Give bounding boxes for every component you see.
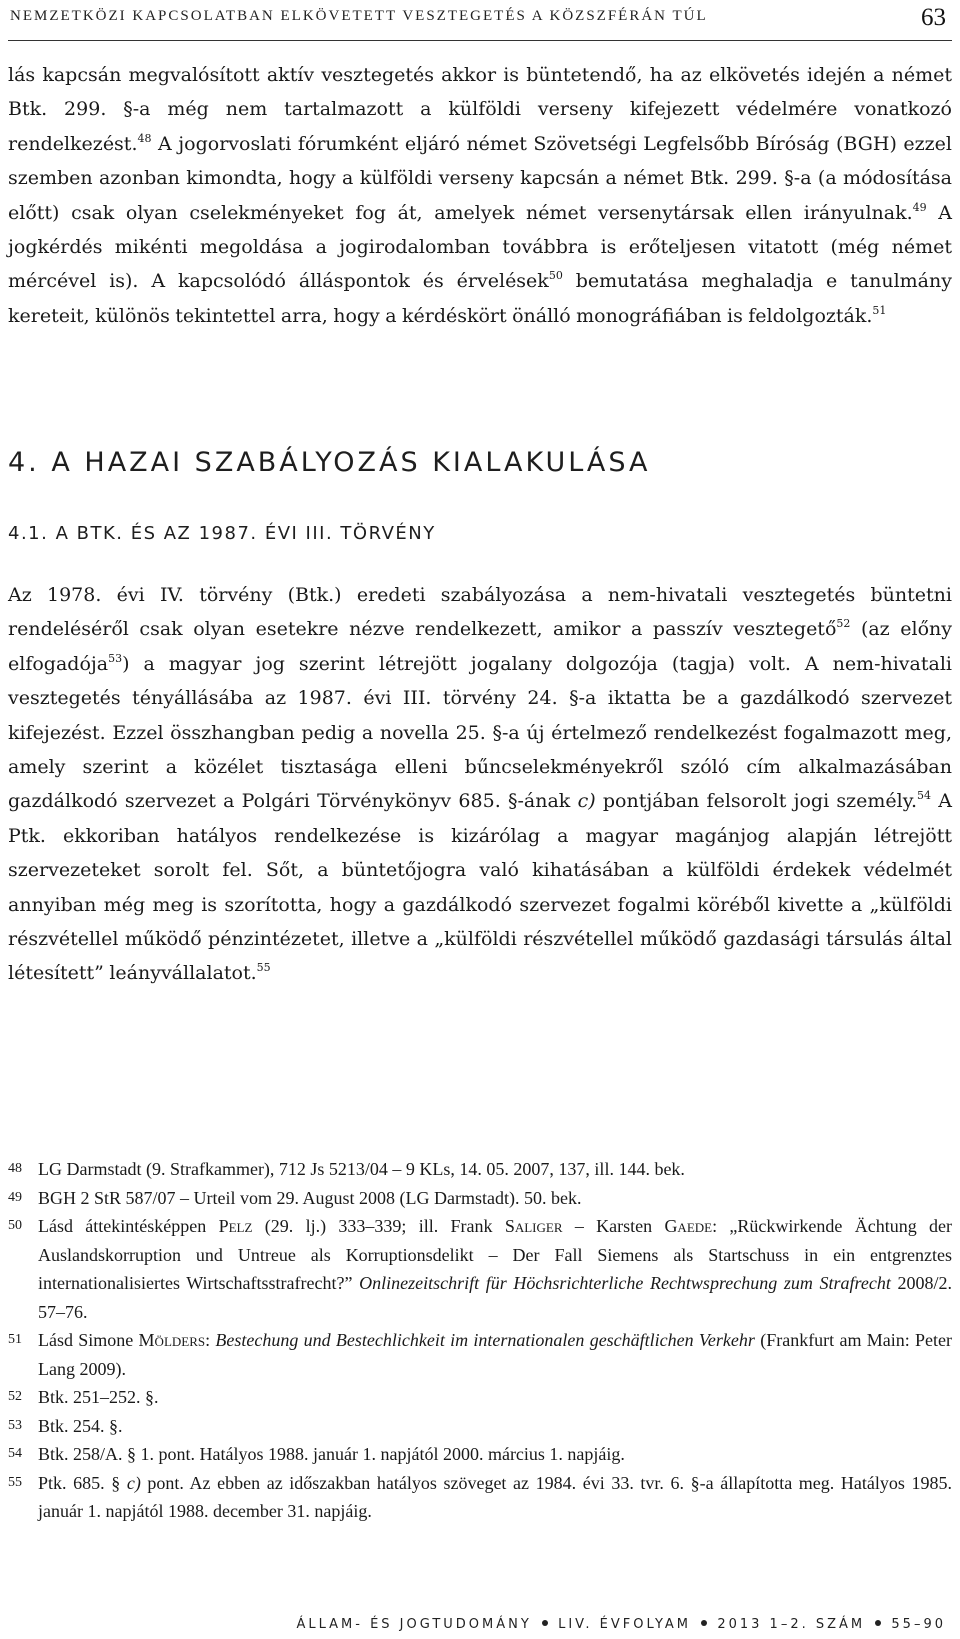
paragraph-text: Az 1978. évi IV. törvény (Btk.) eredeti szabályozása a nem-hivatali vesztegetés büntetni rendeléséről csak olyan esetekre nézve rendelkezett, amikor a passzív vesztegető — [8, 584, 952, 641]
footnote-text-part: pont. Az ebben az időszakban hatályos szöveget az 1984. évi 33. tvr. 6. §-a állapította meg. Hatályos 1985. január 1. napjától 1988. december 31. napjáig. — [38, 1472, 952, 1521]
footnote-49 — [8, 1184, 952, 1213]
footnote-ref-52[interactable]: 52 — [836, 617, 851, 631]
paragraph-text: lás kapcsán megvalósított aktív vesztegetés akkor is büntetendő, ha az elkövetés idején a német Btk. 299. §-a még nem tartalmazott a külföldi verseny kifejezett védelmére vonatkozó rendelkezést. — [8, 64, 952, 155]
footnote-text-part: (Frankfurt am Main: Peter Lang 2009). — [38, 1330, 952, 1379]
bullet-icon — [701, 1620, 707, 1626]
footnote-ref-50[interactable]: 50 — [548, 269, 563, 283]
header-rule — [8, 40, 952, 41]
author-name: Pelz — [218, 1216, 253, 1236]
running-head — [0, 4, 960, 46]
footnote-52 — [8, 1383, 952, 1412]
page-range: 55–90 — [891, 1617, 946, 1632]
year: 2013 — [717, 1617, 763, 1632]
footnote-number: 51 — [8, 1332, 22, 1347]
footnote-text-part: Lásd Simone — [38, 1330, 139, 1350]
footnote-text-part: (29. lj.) 333–339; ill. Frank — [252, 1216, 505, 1236]
paragraph-text: (az előny elfogadója — [8, 618, 952, 675]
footnote-number: 53 — [8, 1417, 22, 1433]
volume: LIV. ÉVFOLYAM — [558, 1617, 692, 1632]
footnote-number: 48 — [8, 1161, 22, 1176]
footnote-54 — [8, 1440, 952, 1469]
running-head-title: NEMZETKÖZI KAPCSOLATBAN ELKÖVETETT VESZTEGETÉS A KÖZSZFÉRÁN TÚL — [10, 8, 708, 24]
footnote-text: BGH 2 StR 587/07 – Urteil vom 29. August 2008 (LG Darmstadt). 50. bek. — [38, 1187, 582, 1208]
paragraph-text: A jogorvoslati fórumként eljáró német Szövetségi Legfelsőbb Bíróság (BGH) ezzel szemben azonban kimondta, hogy a külföldi verseny kapcsán a német Btk. 299. §-a (a módosítása előtt) csak olyan cselekményeket fog át, amelyek német versenytársak ellen irányulnak. — [8, 132, 952, 224]
paragraph-text: ) a magyar jog szerint létrejött jogalany dolgozója (tagja) volt. A nem-hivatali vesztegetés tényállásába az 1987. évi III. törvény 24. §-a iktatta be a gazdálkodó szervezet kifejezést. Ezzel összhangban pedig a novella 25. §-a új értelmező rendelkezést fogalmazott meg, amely szerint a közélet tisztasága elleni bűncselekményekről szóló cím alkalmazásában gazdálkodó szervezet a Polgári Törvénykönyv 685. §-ának — [8, 652, 952, 813]
issue: 1–2. SZÁM — [769, 1617, 866, 1632]
footnote-text — [38, 1212, 952, 1326]
footnote-text-part: : „Rückwirkende Ächtung der Auslandskorruption und Untreue als Korruptionsdelikt – Der Fall Siemens als Startschuss in ein entgrenztes internationalisiertes Wirtschaftsstrafrecht?” — [38, 1216, 952, 1293]
footnote-ref-51[interactable]: 51 — [872, 303, 887, 317]
footnote-55 — [8, 1469, 952, 1526]
paragraph-2 — [8, 578, 952, 991]
author-name: Saliger — [504, 1216, 563, 1236]
footnote-53 — [8, 1412, 952, 1441]
footnote-number: 54 — [8, 1446, 22, 1461]
italic-text: c) — [577, 790, 596, 813]
page-footer — [296, 1617, 946, 1632]
footnote-51 — [8, 1326, 952, 1383]
footnote-text: Btk. 254. §. — [38, 1415, 123, 1436]
footnote-ref-54[interactable]: 54 — [917, 789, 932, 803]
footnote-50 — [8, 1212, 952, 1326]
book-title: Bestechung und Bestechlichkeit im internationalen geschäftlichen Verkehr — [215, 1330, 755, 1350]
footnote-text-part: : — [205, 1330, 216, 1350]
footnote-text: LG Darmstadt (9. Strafkammer), 712 Js 5213/04 – 9 KLs, 14. 05. 2007, 137, ill. 144. bek. — [38, 1159, 685, 1179]
author-name: Mölders — [138, 1330, 206, 1350]
paragraph-text: bemutatása meghaladja e tanulmány kereteit, különös tekintettel arra, hogy a kérdéskört önálló monográfiában is feldolgozták. — [8, 270, 952, 327]
paragraph-text: A jogkérdés mikénti megoldása a jogirodalomban továbbra is erőteljesen vitatott (még német mércével is). A kapcsolódó álláspontok és érvelések — [8, 201, 952, 293]
bullet-icon — [875, 1620, 881, 1626]
paragraph-1 — [8, 58, 952, 333]
italic-text: c) — [126, 1472, 141, 1493]
footnote-text-part: – Karsten — [562, 1216, 665, 1236]
page-number: 63 — [921, 4, 946, 31]
footnote-number: 49 — [8, 1189, 22, 1205]
footnote-number: 55 — [8, 1474, 22, 1490]
footnotes — [8, 1155, 952, 1526]
footnote-48 — [8, 1155, 952, 1184]
journal-title: Onlinezeitschrift für Höchsrichterliche Rechtwsprechung zum Strafrecht — [359, 1273, 891, 1293]
footnote-text-part: Ptk. 685. § — [38, 1472, 127, 1493]
footnote-ref-49[interactable]: 49 — [912, 200, 927, 214]
footnote-text-part: Lásd áttekintésképpen — [38, 1216, 219, 1236]
subsection-heading: 4.1. A BTK. ÉS AZ 1987. ÉVI III. TÖRVÉNY — [8, 523, 436, 544]
footnote-ref-55[interactable]: 55 — [256, 961, 271, 975]
footnote-number: 52 — [8, 1389, 22, 1404]
footnote-number: 50 — [8, 1218, 22, 1233]
journal-name: ÁLLAM- ÉS JOGTUDOMÁNY — [296, 1617, 532, 1632]
author-name: Gaede — [664, 1216, 713, 1236]
paragraph-text: pontjában felsorolt jogi személy. — [595, 790, 918, 813]
paragraph-text: A Ptk. ekkoriban hatályos rendelkezése is kizárólag a magyar magánjog alapján létrejött szervezeteket sorolt fel. Sőt, a büntetőjogra való kihatásában a külföldi érdekek védelmét annyiban még meg is szorította, hogy a gazdálkodó szervezet fogalmi köréből kivette a „külföldi részvétellel működő pénzintézetet, illetve a „külföldi részvétellel működő gazdasági társulás által létesített” leányvállalatot. — [8, 790, 952, 985]
footnote-text: Btk. 258/A. § 1. pont. Hatályos 1988. január 1. napjától 2000. március 1. napjáig. — [38, 1444, 625, 1464]
section-heading: 4. A HAZAI SZABÁLYOZÁS KIALAKULÁSA — [8, 447, 651, 478]
footnote-text: Btk. 251–252. §. — [38, 1387, 159, 1407]
footnote-ref-48[interactable]: 48 — [137, 131, 152, 145]
bullet-icon — [542, 1620, 548, 1626]
footnote-text — [38, 1326, 952, 1383]
footnote-text-part: 2008/2. 57–76. — [38, 1273, 952, 1322]
footnote-text — [38, 1469, 952, 1526]
footnote-ref-53[interactable]: 53 — [108, 651, 123, 665]
